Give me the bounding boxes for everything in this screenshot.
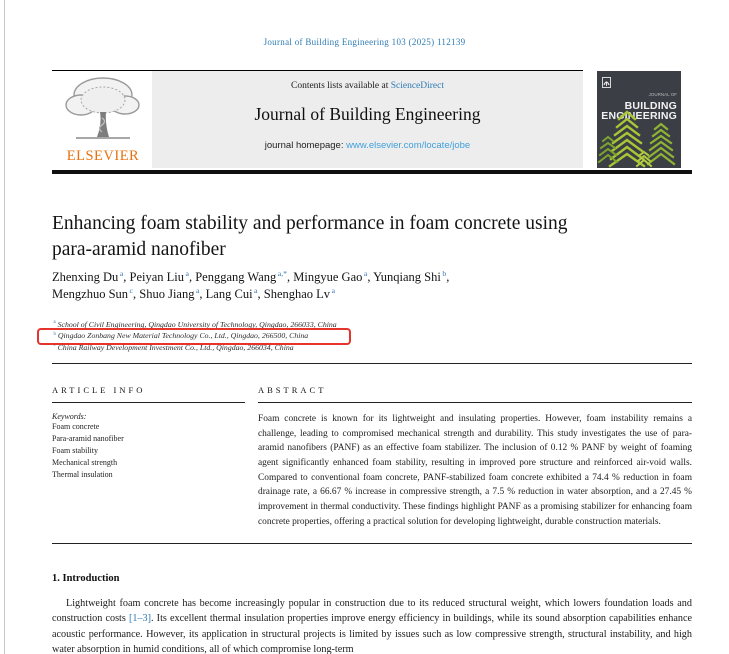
affiliation-sup: c [53, 343, 56, 348]
page-edge-divider [4, 0, 5, 654]
author-affiliation-sup: a,* [277, 269, 288, 278]
author-line2 [52, 286, 692, 303]
affiliation-sup: a [53, 320, 56, 326]
elsevier-logo[interactable] [55, 74, 151, 170]
header-bottom-bar [52, 170, 692, 174]
affiliation-c: $^c$ China Railway Development Investment Co., Ltd., Qingdao, 266034, China [53, 342, 294, 352]
cover-building: BUILDING [624, 99, 677, 112]
keyword: Para-aramid nanofiber [52, 434, 124, 443]
cover-journal-of: JOURNAL OF [648, 92, 677, 97]
author: Lang Cui $^a$, [205, 286, 264, 302]
author: Mengzhuo Sun $^c$, [52, 286, 140, 302]
author-affiliation-sup: c [129, 286, 133, 296]
author-affiliation-sup: a [195, 286, 200, 296]
author: Yunqiang Shi $^b$, [373, 269, 450, 285]
journal-title: Journal of Building Engineering [254, 104, 481, 124]
article-info-heading: ARTICLE INFO [52, 385, 146, 395]
intro-text-before-citation: Lightweight foam concrete has become increasingly popular in construction due to its reduced structural weight, which lowers foundation loads and construction costs [52, 598, 692, 625]
cover-engineering: ENGINEERING [601, 110, 677, 123]
author: Penggang Wang $^{a,*}$, [195, 269, 294, 285]
introduction-heading: 1. Introduction [52, 573, 120, 584]
author: Peiyan Liu $^a$, [129, 269, 196, 285]
affiliation-b-highlighted: $^b$ Qingdao Zonbang New Material Technology Co., Ltd., Qingdao, 266500, China [53, 331, 309, 341]
elsevier-wordmark: ELSEVIER [66, 148, 140, 164]
abstract-bottom-rule [52, 543, 692, 544]
author-list [52, 269, 692, 303]
reference-citation-link[interactable]: [1–3] [128, 613, 152, 625]
journal-citation-link[interactable]: Journal of Building Engineering 103 (2025) 112139 [263, 37, 466, 47]
contents-prefix: Contents lists available at [290, 81, 391, 91]
author-affiliation-sup: a [363, 269, 368, 278]
abstract-rule [258, 402, 692, 403]
affiliation-list [52, 319, 692, 353]
author-affiliation-sup: a [254, 286, 258, 296]
intro-text-after-citation: . Its excellent thermal insulation properties improve energy efficiency in buildings, while its sound absorption capabilities enhance acoustic performance. However, its application in structural projects is limited by issues such as low compressive strength, structural instability, and high water absorption in humid conditions, all of which compromise long-term [52, 613, 692, 654]
article-title [52, 211, 692, 262]
journal-cover[interactable] [597, 71, 681, 168]
affiliation-a: $^a$ School of Civil Engineering, Qingdao University of Technology, Qingdao, 266033, China [53, 320, 337, 329]
keyword: Thermal insulation [52, 470, 113, 479]
author: Shenghao Lv $^a$ [263, 286, 336, 302]
author-affiliation-sup: a [185, 269, 189, 278]
author-affiliation-sup: b [442, 269, 447, 278]
article-title-line1: Enhancing foam stability and performance in foam concrete using [52, 213, 568, 234]
abstract-heading: ABSTRACT [258, 385, 327, 395]
keyword: Mechanical strength [52, 458, 118, 467]
homepage-line [152, 140, 583, 151]
homepage-prefix: journal homepage: [264, 140, 347, 151]
author: Shuo Jiang $^a$, [139, 286, 206, 302]
author-affiliation-sup: a [119, 269, 124, 278]
article-info-rule [52, 402, 245, 403]
author-line1 [52, 269, 692, 286]
keyword: Foam stability [52, 446, 98, 455]
keyword: Foam concrete [52, 422, 100, 431]
journal-masthead [152, 71, 583, 168]
abstract-text: Foam concrete is known for its lightweight and insulating properties. However, foam instability remains a challenge, leading to compromised mechanical strength and durability. This study investigates the use of para-aramid nanofibers (PANF) as an effective foam stabilizer. The inclusion of 0.12 % PANF by weight of foaming agent significantly enhanced foam stability, resulting in improved pore structure and reinforced air-void walls. Compared to conventional foam concrete, PANF-stabilized foam concrete exhibited a 74.4 % reduction in foam drainage rate, a 66.67 % increase in compressive strength, a 7.5 % reduction in water absorption, and a 27.45 % improvement in thermal conductivity. These findings highlight PANF as a promising stabilizer for enhancing foam concrete properties, offering a practical solution for developing lightweight, durable construction materials. [258, 414, 692, 527]
article-title-line2: para-aramid nanofiber [52, 238, 226, 260]
author: Mingyue Gao $^a$, [293, 269, 374, 285]
section-divider-rule [52, 363, 692, 364]
homepage-url-link[interactable]: www.elsevier.com/locate/jobe [346, 140, 471, 151]
author: Zhenxing Du $^a$, [52, 269, 130, 285]
introduction-paragraph [52, 596, 692, 654]
author-affiliation-sup: a [331, 286, 336, 296]
contents-line [152, 81, 583, 91]
article-info-column [52, 385, 245, 481]
keywords-label: Keywords: [52, 412, 87, 421]
sciencedirect-link[interactable]: ScienceDirect [390, 81, 444, 91]
abstract-column [258, 385, 692, 529]
elsevier-tree-icon [58, 129, 148, 146]
affiliation-sup: b [53, 331, 56, 337]
